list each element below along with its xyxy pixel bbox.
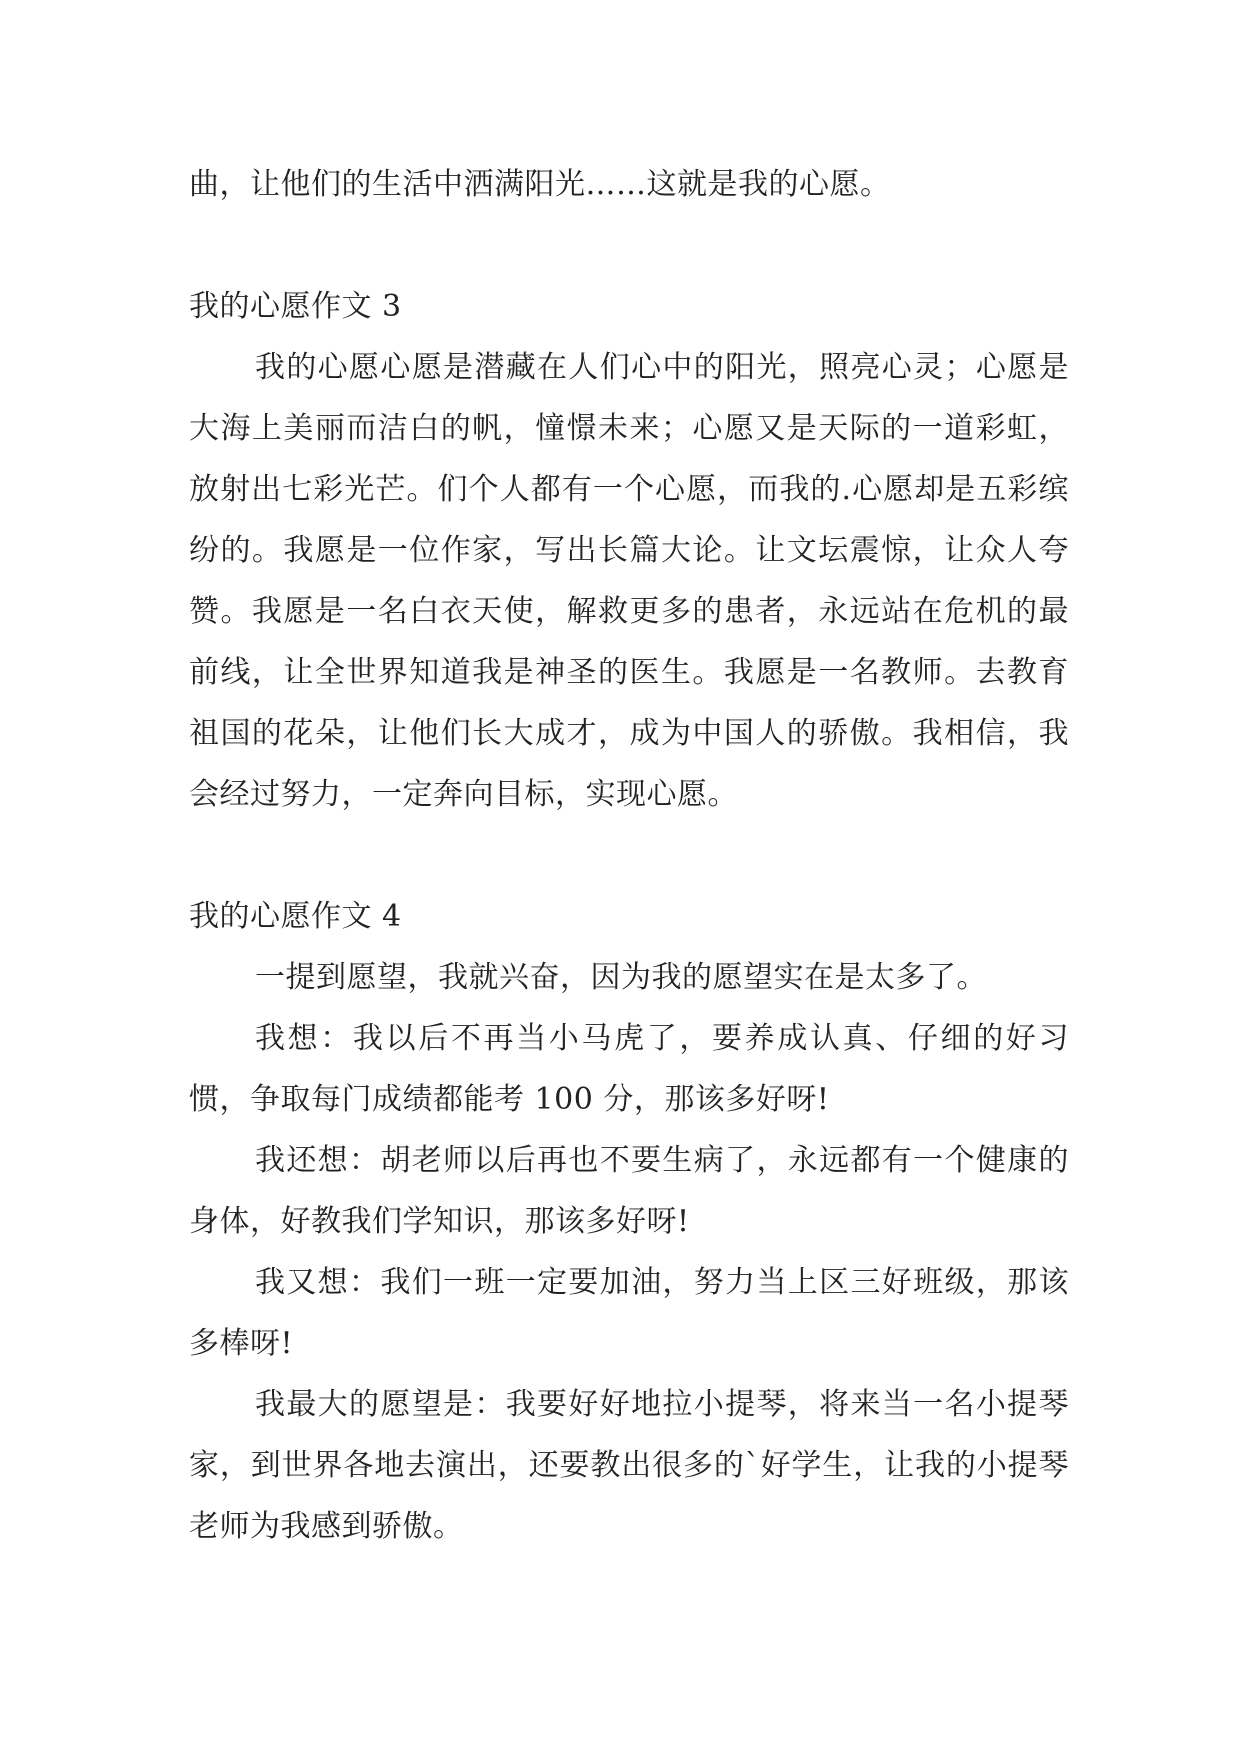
essay-4-paragraph-4: 我又想：我们一班一定要加油，努力当上区三好班级，那该多棒呀! — [189, 1265, 1069, 1361]
lead-line: 曲，让他们的生活中洒满阳光……这就是我的心愿。 — [189, 167, 891, 202]
essay-4-title: 我的心愿作文 4 — [189, 899, 402, 934]
essay-3-title: 我的心愿作文 3 — [189, 289, 402, 324]
essay-4-paragraph-1: 一提到愿望，我就兴奋，因为我的愿望实在是太多了。 — [255, 960, 987, 995]
essay-4-paragraph-2: 我想：我以后不再当小马虎了，要养成认真、仔细的好习惯，争取每门成绩都能考 100 分，那该多好呀! — [189, 1021, 1069, 1117]
section-gap — [189, 215, 1069, 276]
essay-4-paragraph-5: 我最大的愿望是：我要好好地拉小提琴，将来当一名小提琴家，到世界各地去演出，还要教出很多的`好学生，让我的小提琴老师为我感到骄傲。 — [189, 1387, 1069, 1544]
essay-3-paragraph: 我的心愿心愿是潜藏在人们心中的阳光，照亮心灵；心愿是大海上美丽而洁白的帆，憧憬未来；心愿又是天际的一道彩虹，放射出七彩光芒。们个人都有一个心愿，而我的.心愿却是五彩缤纷的。我愿是一位作家，写出长篇大论。让文坛震惊，让众人夸赞。我愿是一名白衣天使，解救更多的患者，永远站在危机的最前线，让全世界知道我是神圣的医生。我愿是一名教师。去教育祖国的花朵，让他们长大成才，成为中国人的骄傲。我相信，我会经过努力，一定奔向目标，实现心愿。 — [189, 350, 1069, 812]
section-gap — [189, 825, 1069, 886]
document-body — [189, 154, 1069, 1557]
essay-4-paragraph-3: 我还想：胡老师以后再也不要生病了，永远都有一个健康的身体，好教我们学知识，那该多好呀! — [189, 1143, 1069, 1239]
